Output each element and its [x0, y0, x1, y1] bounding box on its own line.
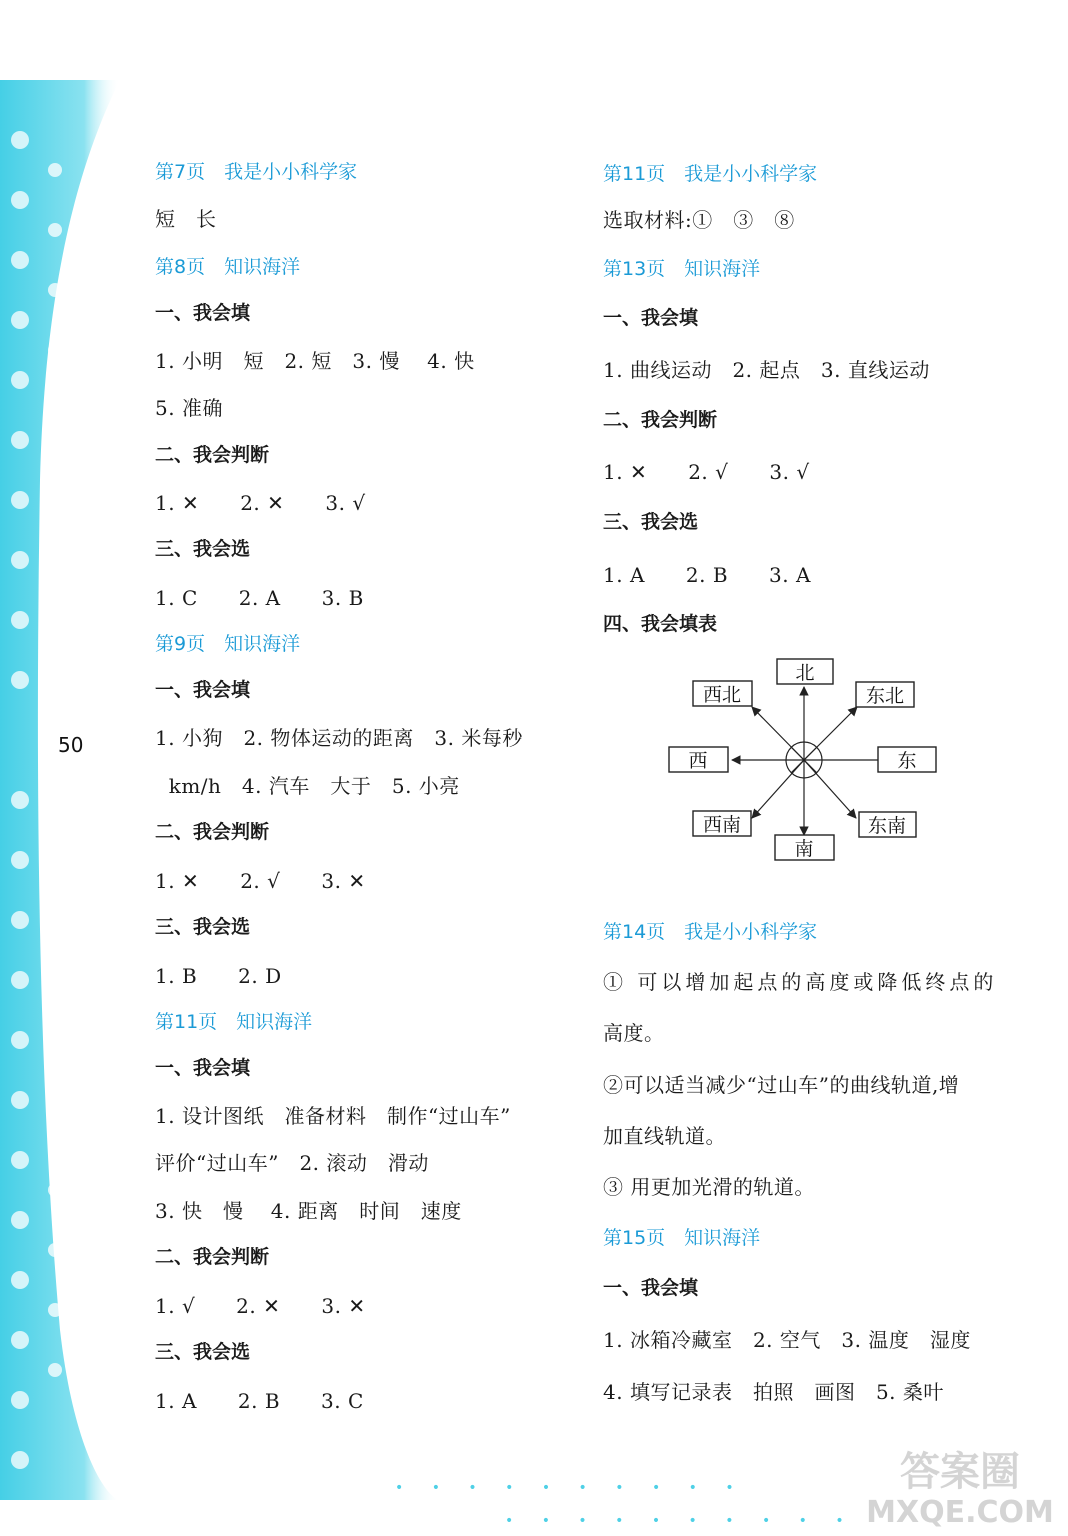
answer-line: 5. 准确: [155, 396, 223, 420]
section-heading: 第9页 知识海洋: [155, 633, 301, 655]
subsection-title: 一、我会填: [603, 1277, 699, 1299]
subsection-title: 二、我会判断: [155, 1246, 270, 1268]
answer-line: 1. 曲线运动 2. 起点 3. 直线运动: [603, 358, 930, 382]
answer-line: ③ 用更加光滑的轨道。: [603, 1175, 815, 1199]
answer-line: 高度。: [603, 1021, 665, 1045]
southeast-label: 东南: [867, 815, 907, 837]
section-heading: 第11页 我是小小科学家: [603, 163, 818, 185]
subsection-title: 一、我会填: [155, 679, 251, 701]
answer-line: 1. √ 2. ✕ 3. ✕: [155, 1294, 366, 1318]
answer-line: 1. ✕ 2. ✕ 3. √: [155, 491, 366, 515]
answer-line: 1. A 2. B 3. A: [603, 563, 811, 587]
answer-line: 加直线轨道。: [603, 1124, 726, 1148]
subsection-title: 二、我会判断: [155, 821, 270, 843]
watermark-domain: MXQE.COM: [866, 1495, 1054, 1530]
section-heading: 第13页 知识海洋: [603, 258, 761, 280]
subsection-title: 三、我会选: [155, 916, 251, 938]
west-label: 西: [688, 750, 708, 772]
watermark-text: 答案圈: [900, 1449, 1020, 1495]
answer-line: ②可以适当减少“过山车”的曲线轨道,增: [603, 1073, 960, 1097]
northeast-label: 东北: [865, 685, 905, 707]
subsection-title: 三、我会选: [155, 1341, 251, 1363]
subsection-title: 一、我会填: [155, 302, 251, 324]
section-heading: 第7页 我是小小科学家: [155, 161, 358, 183]
answer-line: ① 可以增加起点的高度或降低终点的: [603, 970, 998, 994]
answer-line: 选取材料:① ③ ⑧: [603, 208, 795, 232]
subsection-title: 一、我会填: [603, 307, 699, 329]
section-heading: 第14页 我是小小科学家: [603, 921, 818, 943]
compass-diagram: [660, 650, 960, 870]
section-heading: 第15页 知识海洋: [603, 1227, 761, 1249]
page-number: 50: [58, 733, 84, 757]
subsection-title: 一、我会填: [155, 1057, 251, 1079]
answer-line: 1. C 2. A 3. B: [155, 586, 364, 610]
answer-line: 1. 小狗 2. 物体运动的距离 3. 米每秒: [155, 726, 523, 750]
answer-line: 评价“过山车” 2. 滚动 滑动: [155, 1151, 429, 1175]
subsection-title: 二、我会判断: [603, 409, 718, 431]
answer-line: 4. 填写记录表 拍照 画图 5. 桑叶: [603, 1380, 944, 1404]
subsection-title: 二、我会判断: [155, 444, 270, 466]
answer-line: 短 长: [155, 207, 217, 231]
answer-line: 1. A 2. B 3. C: [155, 1389, 364, 1413]
subsection-title: 三、我会选: [155, 538, 251, 560]
footer-dots: • • • • • • • • • •: [395, 1480, 746, 1496]
south-label: 南: [794, 838, 814, 860]
answer-line: 1. 小明 短 2. 短 3. 慢 4. 快: [155, 349, 475, 373]
east-label: 东: [897, 750, 917, 772]
footer-dots: • • • • • • • • • •: [505, 1513, 856, 1529]
section-heading: 第11页 知识海洋: [155, 1011, 313, 1033]
answer-line: 1. 冰箱冷藏室 2. 空气 3. 温度 湿度: [603, 1328, 971, 1352]
watermark-logo: [860, 1440, 1060, 1530]
subsection-title: 三、我会选: [603, 511, 699, 533]
answer-line: 1. ✕ 2. √ 3. ✕: [155, 869, 366, 893]
answer-line: 3. 快 慢 4. 距离 时间 速度: [155, 1199, 462, 1223]
page-edge-decoration: [0, 80, 130, 1500]
southwest-label: 西南: [702, 814, 742, 836]
section-heading: 第8页 知识海洋: [155, 256, 301, 278]
northwest-label: 西北: [702, 684, 742, 706]
answer-line: 1. ✕ 2. √ 3. √: [603, 460, 810, 484]
answer-line: 1. 设计图纸 准备材料 制作“过山车”: [155, 1104, 511, 1128]
answer-line: km/h 4. 汽车 大于 5. 小亮: [155, 774, 460, 798]
subsection-title: 四、我会填表: [603, 613, 718, 635]
left-column: [155, 0, 555, 1536]
answer-line: 1. B 2. D: [155, 964, 282, 988]
north-label: 北: [795, 662, 815, 684]
